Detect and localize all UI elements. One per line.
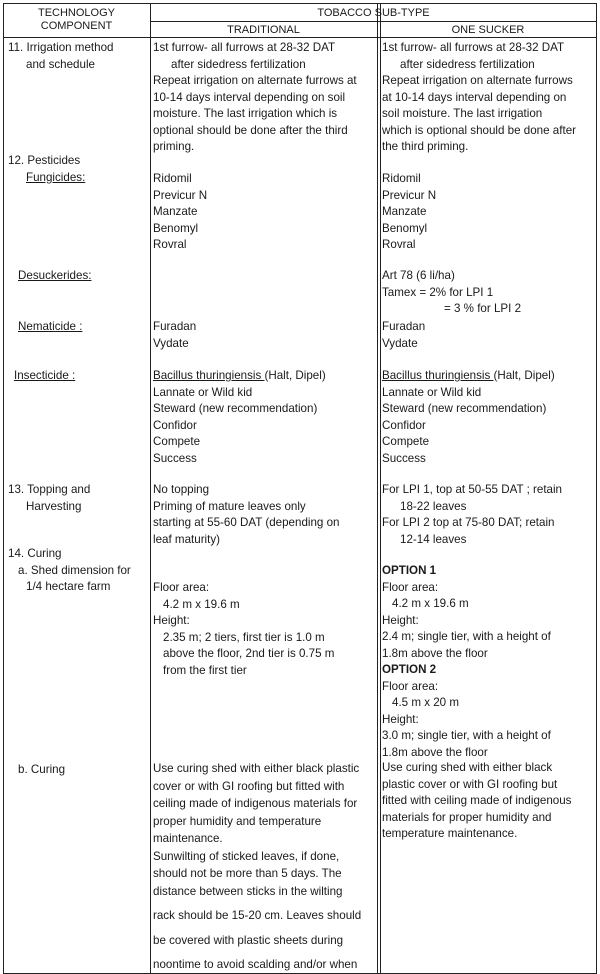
irrigation-component: 11. Irrigation method and schedule <box>8 41 114 71</box>
desuckerides-one-sucker: Art 78 (6 li/ha) Tamex = 2% for LPI 1 = 3 % for LPI 2 <box>382 269 522 315</box>
column-divider-2 <box>377 3 378 974</box>
insecticide-traditional: Bacillus thuringiensis (Halt, Dipel) Lannate or Wild kid Steward (new recommendation) Confidor Compete Success <box>153 369 326 465</box>
table-border-left <box>3 3 4 974</box>
fungicides-label: Fungicides: <box>26 170 86 184</box>
irrigation-traditional: 1st furrow- all furrows at 28-32 DAT after sidedress fertilization Repeat irrigation on alternate furrows at 10-14 days interval depending on soil moisture. The last irrigation which is optional should be done after the third priming. <box>153 41 357 153</box>
pesticides-heading: 12. Pesticides Fungicides: <box>8 153 85 186</box>
header-divider <box>3 37 597 38</box>
traditional-header: TRADITIONAL <box>227 24 300 36</box>
curing-heading: 14. Curing a. Shed dimension for 1/4 hectare farm <box>8 547 131 593</box>
tobacco-technology-table <box>3 3 597 974</box>
table-border-top <box>3 3 597 4</box>
topping-component: 13. Topping and Harvesting <box>8 483 91 513</box>
option-2-label: OPTION 2 <box>382 663 437 676</box>
irrigation-one-sucker: 1st furrow- all furrows at 28-32 DAT after sidedress fertilization Repeat irrigation on alternate furrows at 10-14 days interval depending on soil moisture. The last irrigation which is optional should be done after the third priming. <box>382 41 577 153</box>
column-divider-2b <box>380 3 381 974</box>
table-border-right <box>596 3 597 974</box>
nematicide-traditional: Furadan Vydate <box>153 320 197 350</box>
topping-one-sucker: For LPI 1, top at 50-55 DAT ; retain 18-22 leaves For LPI 2 top at 75-80 DAT; retain 12-14 leaves <box>382 483 563 546</box>
topping-traditional: No topping Priming of mature leaves only starting at 55-60 DAT (depending on leaf maturity) <box>153 483 340 546</box>
subtype-header-divider <box>150 21 597 22</box>
insecticide-label: Insecticide : <box>14 369 76 382</box>
insecticide-one-sucker: Bacillus thuringiensis (Halt, Dipel) Lannate or Wild kid Steward (new recommendation) Confidor Compete Success <box>382 369 555 465</box>
technology-component-header: TECHNOLOGY COMPONENT <box>37 7 115 32</box>
one-sucker-header: ONE SUCKER <box>451 24 525 36</box>
desuckerides-label: Desuckerides: <box>18 269 92 282</box>
subtype-header: TOBACCO SUB-TYPE <box>317 7 430 19</box>
shed-dimension-label: a. Shed dimension for <box>18 563 131 577</box>
column-divider-1 <box>150 3 151 974</box>
shed-one-sucker: OPTION 1 Floor area: 4.2 m x 19.6 m Height: 2.4 m; single tier, with a height of 1.8m above the floor OPTION 2 Floor area: 4.5 m x 20 m Height: 3.0 m; single tier, with a height of 1.8m above the floor <box>382 564 551 759</box>
fungicides-one-sucker: Ridomil Previcur N Manzate Benomyl Rovral <box>382 172 437 251</box>
fungicides-traditional: Ridomil Previcur N Manzate Benomyl Rovral <box>153 172 208 251</box>
nematicide-label: Nematicide : <box>18 320 83 333</box>
shed-traditional: Floor area: 4.2 m x 19.6 m Height: 2.35 m; 2 tiers, first tier is 1.0 m above the floor, 2nd tier is 0.75 m from the first tier <box>153 581 335 677</box>
option-1-label: OPTION 1 <box>382 564 437 577</box>
curing-traditional: Use curing shed with either black plastic cover or with GI roofing but fitted with ceiling made of indigenous materials for proper humidity and temperature maintenance. Sunwilting of sticked leaves, if done, should not be more than 5 days. The distance between sticks in the wilting rack should be 15-20 cm. Leaves should be covered with plastic sheets during noontime to avoid scalding and/or when <box>153 762 362 971</box>
nematicide-one-sucker: Furadan Vydate <box>382 320 426 350</box>
curing-one-sucker: Use curing shed with either black plastic cover or with GI roofing but fitted with ceiling made of indigenous materials for proper humidity and temperature maintenance. <box>382 761 572 840</box>
curing-component: b. Curing <box>18 763 66 776</box>
